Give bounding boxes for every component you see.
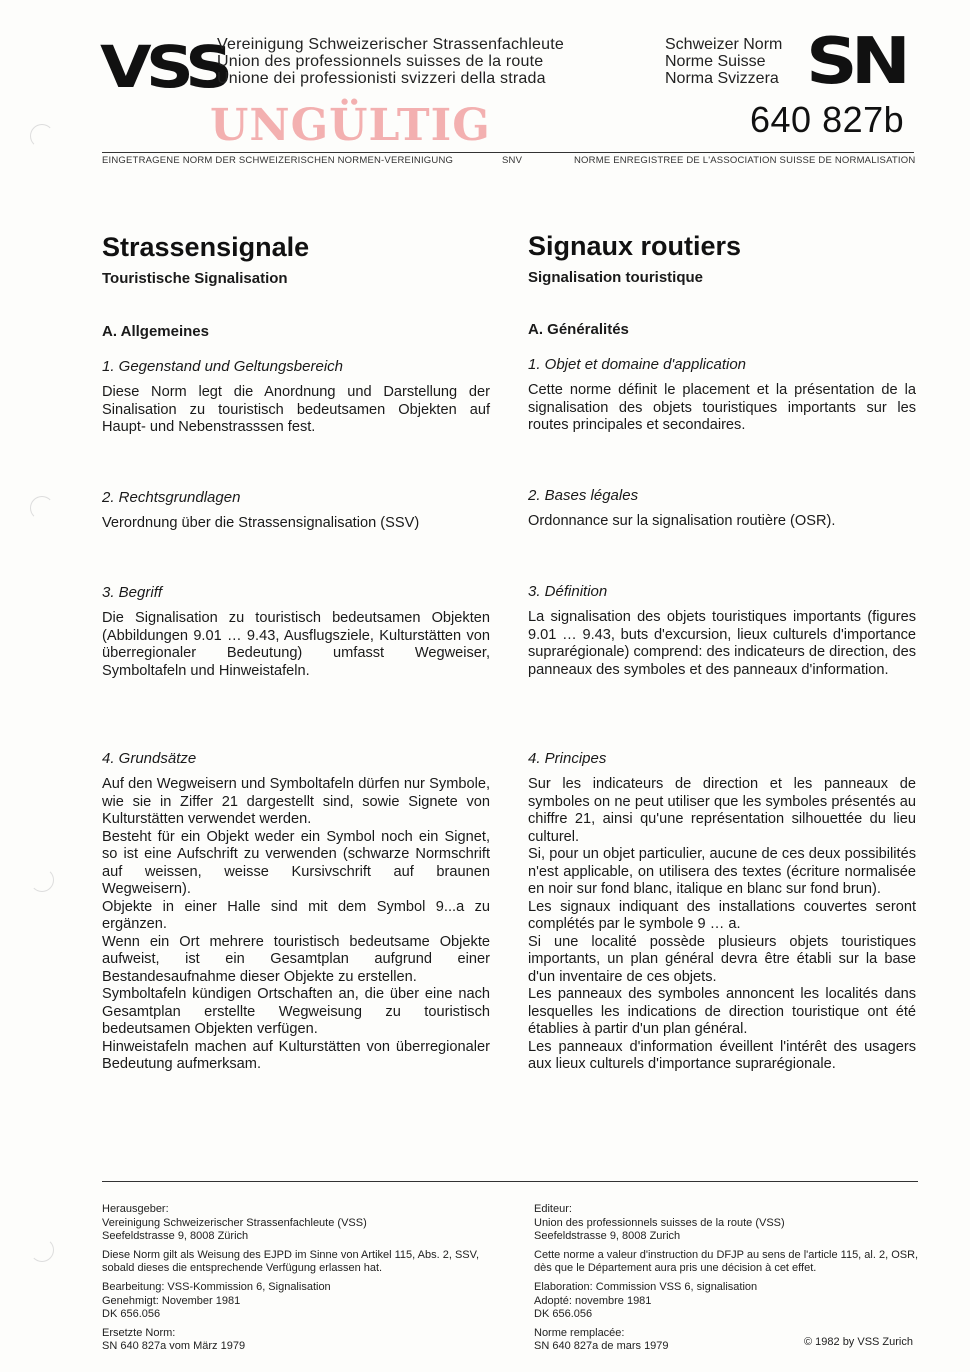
publisher-label: Herausgeber: <box>102 1203 169 1215</box>
norm-type-it: Norma Svizzera <box>665 70 779 87</box>
section-heading-fr: A. Généralités <box>528 321 629 338</box>
document-number: 640 827b <box>750 99 905 140</box>
replaced-value: SN 640 827a de mars 1979 <box>534 1340 669 1353</box>
footer-fr <box>534 1203 922 1354</box>
publisher-name: Vereinigung Schweizerischer Strassenfachleute (VSS) <box>102 1216 367 1229</box>
punch-hole-mark <box>30 868 54 892</box>
item-text-2-fr: Ordonnance sur la signalisation routière (OSR). <box>528 513 836 529</box>
paragraph: Les panneaux des symboles annoncent les localités dans lesquelles les indications de direction touristique ont été établies à partir d'un plan général. <box>528 986 916 1037</box>
paragraph: Symboltafeln kündigen Ortschaften an, die über eine nach Gesamtplan erstellte Wegweisung zu touristisch bedeutsamen Objekten verfügen. <box>102 986 490 1037</box>
invalid-stamp: UNGÜLTIG <box>210 100 491 151</box>
replaced-label: Ersetzte Norm: <box>102 1326 176 1339</box>
paragraph: Les signaux indiquant des installations couvertes seront complétés par le symbole 9 … a. <box>528 898 916 932</box>
item-text-4-de <box>102 776 490 1074</box>
item-heading-1-fr: 1. Objet et domaine d'application <box>528 356 747 373</box>
paragraph: Auf den Wegweisern und Symboltafeln dürfen nur Symbole, wie sie in Ziffer 21 dargestellt sind, sowie Signete von Kulturstätten verwendet werden. <box>102 776 490 827</box>
norm-type-de: Schweizer Norm <box>665 36 783 53</box>
item-text-1-fr: Cette norme définit le placement et la présentation de la signalisation des objets touristiques importants sur les routes principales et secondaires. <box>528 382 916 433</box>
replaced-label: Norme remplacée: <box>534 1326 625 1339</box>
editing-note: Elaboration: Commission VSS 6, signalisation <box>534 1280 758 1293</box>
subtitle-de: Touristische Signalisation <box>102 270 288 287</box>
association-name-de: Vereinigung Schweizerischer Strassenfachleute <box>217 36 564 53</box>
paragraph: Si une localité possède plusieurs objets touristiques importants, un plan général devra être établi sur la base d'un inventaire de ces objets. <box>528 933 916 985</box>
subtitle-fr: Signalisation touristique <box>528 269 704 286</box>
dk-number: DK 656.056 <box>534 1308 593 1321</box>
approved-note: Genehmigt: November 1981 <box>102 1294 241 1307</box>
item-text-3-fr: La signalisation des objets touristiques importants (figures 9.01 … 9.43, buts d'excursion, lieux culturels d'importance suprarégionale) comprend: des indicateurs de direction, des panneaux des symboles et des panneaux d'information. <box>528 609 916 678</box>
header-divider <box>102 152 914 153</box>
vss-logo: VSS <box>100 33 228 101</box>
punch-hole-mark <box>30 496 54 520</box>
item-heading-4-fr: 4. Principes <box>528 750 607 767</box>
association-name-it: Unione dei professionisti svizzeri della strada <box>217 70 546 87</box>
registration-note-fr: NORME ENREGISTREE DE L'ASSOCIATION SUISSE DE NORMALISATION <box>574 155 916 166</box>
norm-type-lines <box>665 36 782 87</box>
paragraph: Si, pour un objet particulier, aucune de ces deux possibilités n'est applicable, on utilisera des textes (écriture normalisée en noir sur fond blanc, italique en blanc sur fond brun). <box>528 846 916 897</box>
footer-divider <box>102 1181 918 1182</box>
paragraph: Sur les indicateurs de direction et les panneaux de symboles on ne peut utiliser que les symboles présentés au chiffre 21, ainsi qu'une représentation silhouettée du lieu culturel. <box>528 776 916 845</box>
association-name <box>217 36 564 87</box>
norm-type-fr: Norme Suisse <box>665 53 766 70</box>
directive-note: Diese Norm gilt als Weisung des EJPD im Sinne von Artikel 115, Abs. 2, SSV, sobald dieses die entsprechende Verfügung erlassen hat. <box>102 1248 480 1275</box>
item-heading-3-fr: 3. Définition <box>528 583 608 600</box>
paragraph: Les panneaux d'information éveillent l'intérêt des usagers aux lieux culturels d'importance suprarégionale. <box>528 1038 916 1072</box>
replaced-value: SN 640 827a vom März 1979 <box>102 1340 246 1353</box>
registration-note-de: EINGETRAGENE NORM DER SCHWEIZERISCHEN NORMEN-VEREINIGUNG <box>102 155 454 166</box>
paragraph: Hinweistafeln machen auf Kulturstätten von überregionaler Bedeutung aufmerksam. <box>102 1038 490 1072</box>
association-name-fr: Union des professionnels suisses de la route <box>217 53 544 70</box>
paragraph: Besteht für ein Objekt weder ein Symbol noch ein Signet, so ist eine Aufschrift zu verwenden (schwarze Normschrift auf weissen, weisse Kursivschrift auf braunen Wegweisern). <box>102 828 490 897</box>
page-title: Strassensignale <box>102 232 310 262</box>
editing-note: Bearbeitung: VSS-Kommission 6, Signalisation <box>102 1280 331 1293</box>
sn-logo: SN <box>806 25 905 99</box>
item-heading-4-de: 4. Grundsätze <box>102 750 197 767</box>
punch-hole-mark <box>30 124 54 148</box>
page-title-fr: Signaux routiers <box>528 231 742 261</box>
item-heading-1-de: 1. Gegenstand und Geltungsbereich <box>102 358 344 375</box>
directive-note: Cette norme a valeur d'instruction du DFJP au sens de l'article 115, al. 2, OSR, dès que le Département aura pris une décision à cet effet. <box>534 1248 919 1275</box>
item-heading-2-de: 2. Rechtsgrundlagen <box>102 489 241 506</box>
paragraph: Objekte in einer Halle sind mit dem Symbol 9...a zu ergänzen. <box>102 898 490 932</box>
publisher-address: Seefeldstrasse 9, 8008 Zürich <box>102 1230 249 1243</box>
item-text-2-de: Verordnung über die Strassensignalisation (SSV) <box>102 515 420 531</box>
publisher-name: Union des professionnels suisses de la route (VSS) <box>534 1216 785 1229</box>
paragraph: Wenn ein Ort mehrere touristisch bedeutsame Objekte aufweist, ist ein Gesamtplan aufgrund einer Bestandesaufnahme dieser Objekte zu erstellen. <box>102 933 490 985</box>
item-text-4-fr <box>528 776 916 1074</box>
item-heading-2-fr: 2. Bases légales <box>528 487 639 504</box>
publisher-label: Editeur: <box>534 1203 572 1215</box>
punch-hole-mark <box>30 1238 54 1262</box>
dk-number: DK 656.056 <box>102 1308 161 1321</box>
approved-note: Adopté: novembre 1981 <box>534 1294 652 1307</box>
title-de <box>102 234 490 261</box>
item-heading-3-de: 3. Begriff <box>102 584 163 601</box>
publisher-address: Seefeldstrasse 9, 8008 Zurich <box>534 1230 681 1243</box>
copyright-note: © 1982 by VSS Zurich <box>804 1336 913 1348</box>
footer-de <box>102 1203 502 1354</box>
registration-note-snv: SNV <box>502 155 523 166</box>
item-text-3-de: Die Signalisation zu touristisch bedeutsamen Objekten (Abbildungen 9.01 … 9.43, Ausflugsziele, Kulturstätten von überregionaler Bedeutung) umfasst Wegweiser, Symboltafeln und Hinweistafeln. <box>102 610 490 679</box>
item-text-1-de: Diese Norm legt die Anordnung und Darstellung der Sinalisation zu touristisch bedeutsamen Objekten auf Haupt- und Nebenstrasssen fest. <box>102 384 490 435</box>
section-heading-de: A. Allgemeines <box>102 323 209 340</box>
